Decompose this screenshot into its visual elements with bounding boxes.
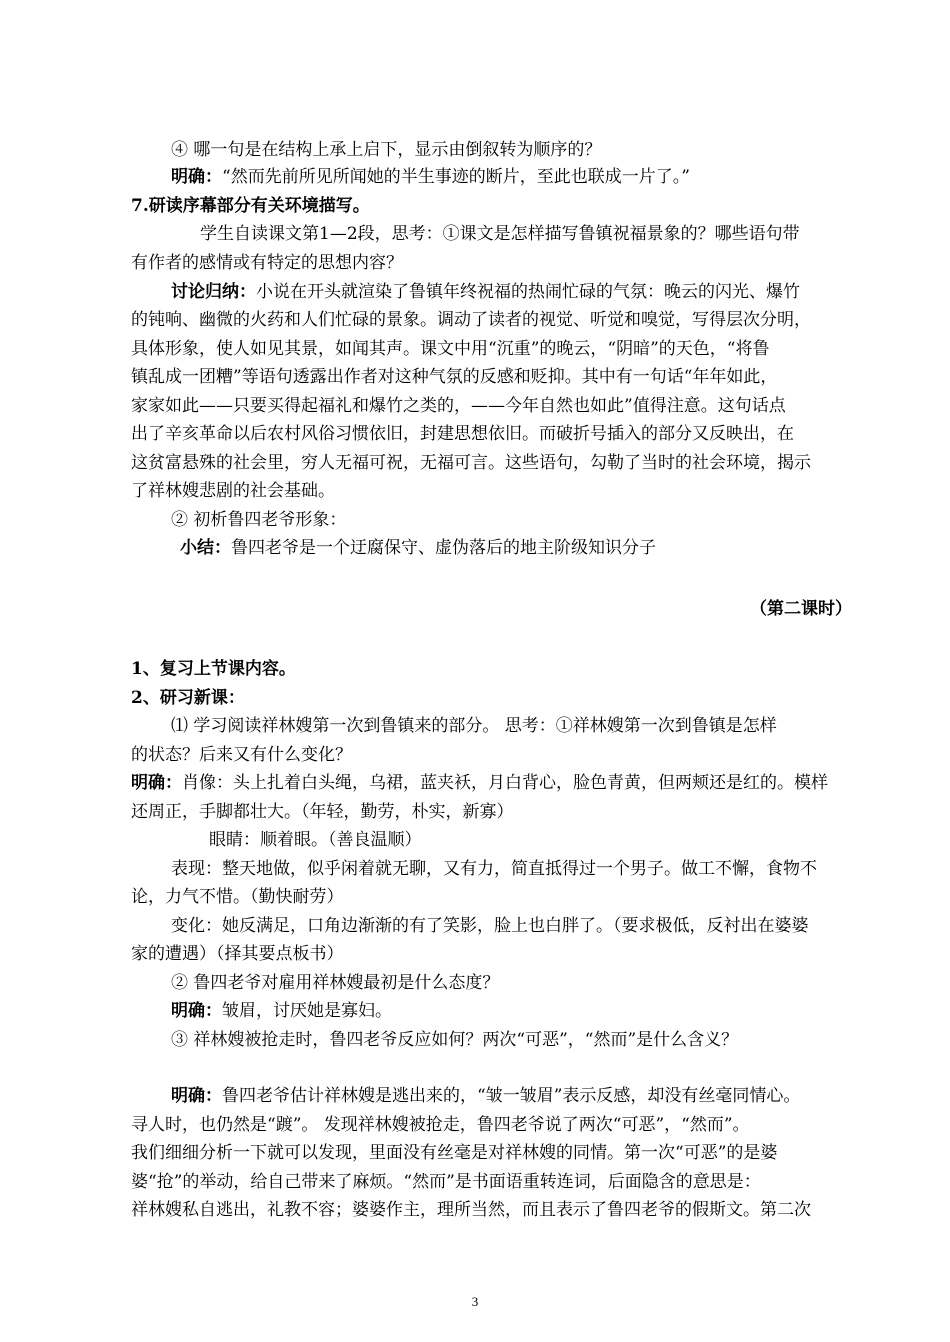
discussion-line: 这贫富悬殊的社会里，穷人无福可祝，无福可言。这些语句，勾勒了当时的社会环境，揭示 — [131, 453, 811, 473]
heading-review: 1、复习上节课内容。 — [131, 659, 296, 679]
discussion-line: 家家如此——只要买得起福礼和爆竹之类的，——今年自然也如此”值得注意。这句话点 — [131, 396, 786, 416]
portrait-line — [131, 771, 891, 795]
answer-text: 皱眉，讨厌她是寡妇。 — [222, 1001, 392, 1021]
answer-text: 鲁四老爷估计祥林嫂是逃出来的，“皱一皱眉”表示反感，却没有丝毫同情心。 — [222, 1086, 801, 1106]
page-number: 3 — [471, 1294, 479, 1309]
section-7-heading: 7.研读序幕部分有关环境描写。 — [131, 196, 370, 216]
discussion-line: 镇乱成一团糟”等语句透露出作者对这种气氛的反感和贬抑。其中有一句话“年年如此， — [131, 367, 778, 387]
answer-label: 明确： — [171, 1001, 222, 1021]
answer-3-line: 祥林嫂私自逃出，礼教不容；婆婆作主，理所当然，而且表示了鲁四老爷的假斯文。第二次 — [131, 1200, 811, 1220]
answer-3-first-line — [171, 1084, 931, 1108]
lesson-2-heading: （第二课时） — [750, 599, 852, 619]
heading-new-lesson: 2、研习新课： — [131, 688, 245, 708]
performance-line: 表现：整天地做，似乎闲着就无聊，又有力，简直抵得过一个男子。做工不懈，食物不 — [171, 859, 817, 879]
summary-label: 小结： — [180, 538, 231, 558]
portrait-text: 肖像：头上扎着白头绳，乌裙，蓝夹袄，月白背心，脸色青黄，但两颊还是红的。模样 — [182, 773, 828, 793]
question-4: ④ 哪一句是在结构上承上启下，显示由倒叙转为顺序的？ — [171, 140, 602, 160]
answer-2b — [171, 999, 931, 1023]
question-2: ② 初析鲁四老爷形象： — [171, 510, 347, 530]
paragraph-line: ⑴ 学习阅读祥林嫂第一次到鲁镇来的部分。 思考：①祥林嫂第一次到鲁镇是怎样 — [171, 716, 777, 736]
answer-3-line: 寻人时，也仍然是“踱”。 发现祥林嫂被抢走，鲁四老爷说了两次“可恶”，“然而”。 — [131, 1115, 750, 1135]
summary — [180, 536, 940, 560]
answer-label: 明确： — [171, 1086, 222, 1106]
answer-label: 明确： — [171, 167, 222, 187]
answer-text: “然而先前所见所闻她的半生事迹的断片，至此也联成一片了。” — [222, 167, 690, 187]
summary-text: 鲁四老爷是一个迂腐保守、虚伪落后的地主阶级知识分子 — [231, 538, 656, 558]
discussion-line: 了祥林嫂悲剧的社会基础。 — [131, 481, 335, 501]
discussion-first-line — [171, 280, 931, 304]
discussion-text: 小说在开头就渲染了鲁镇年终祝福的热闹忙碌的气氛：晚云的闪光、爆竹 — [256, 282, 800, 302]
discussion-label: 讨论归纳： — [171, 282, 256, 302]
paragraph-line: 有作者的感情或有特定的思想内容？ — [131, 253, 403, 273]
change-line: 家的遭遇）（择其要点板书） — [131, 944, 344, 964]
question-2b: ② 鲁四老爷对雇用祥林嫂最初是什么态度？ — [171, 973, 500, 993]
discussion-line: 具体形象，使人如见其景，如闻其声。课文中用“沉重”的晚云，“阴暗”的天色，“将鲁 — [131, 339, 770, 359]
change-line: 变化：她反满足，口角边渐渐的有了笑影，脸上也白胖了。（要求极低，反衬出在婆婆 — [171, 916, 809, 936]
performance-line: 论，力气不惜。（勤快耐劳） — [131, 887, 344, 907]
portrait-line: 还周正，手脚都壮大。（年轻，勤劳，朴实，新寡） — [131, 802, 514, 822]
paragraph-line: 的状态？后来又有什么变化？ — [131, 745, 352, 765]
discussion-line: 的钝响、幽微的火药和人们忙碌的景象。调动了读者的视觉、听觉和嗅觉，写得层次分明， — [131, 310, 811, 330]
answer-4 — [171, 165, 931, 189]
paragraph-line: 学生自读课文第1—2段，思考：①课文是怎样描写鲁镇祝福景象的？哪些语句带 — [200, 224, 800, 244]
answer-3-line: 我们细细分析一下就可以发现，里面没有丝毫是对祥林嫂的同情。第一次“可恶”的是婆 — [131, 1143, 778, 1163]
eyes-line: 眼睛：顺着眼。（善良温顺） — [209, 830, 422, 850]
answer-label: 明确： — [131, 773, 182, 793]
question-3: ③ 祥林嫂被抢走时，鲁四老爷反应如何？两次“可恶”，“然而”是什么含义？ — [171, 1030, 739, 1050]
answer-3-line: 婆“抢”的举动，给自己带来了麻烦。“然而”是书面语重转连词，后面隐含的意思是： — [131, 1172, 761, 1192]
discussion-line: 出了辛亥革命以后农村风俗习惯依旧，封建思想依旧。而破折号插入的部分又反映出，在 — [131, 424, 794, 444]
